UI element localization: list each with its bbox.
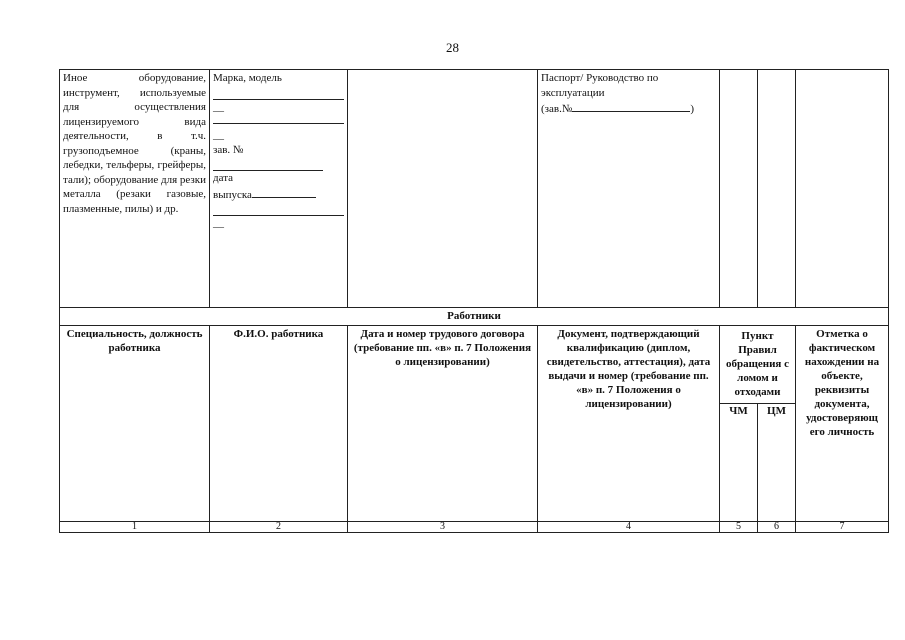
equipment-empty-cell-7	[796, 70, 889, 308]
column-number-7: 7	[796, 521, 889, 532]
column-number-4: 4	[538, 521, 720, 532]
passport-serial-suffix: )	[690, 103, 695, 115]
model-line-1	[213, 86, 344, 100]
equipment-description-cell	[60, 70, 210, 308]
passport-label: Паспорт/ Руководство по эксплуатации	[541, 72, 659, 99]
header-qualification: Документ, подтверждающий квалификацию (диплом, свидетельство, аттестация), дата выдачи и номер (требование пп. «в» п. 7 Положения о лицензировании)	[538, 325, 720, 521]
equipment-row	[60, 70, 889, 308]
release-label: выпуска	[213, 188, 252, 201]
equipment-passport-cell	[538, 70, 720, 308]
workers-section-title: Работники	[60, 308, 889, 326]
workers-header-row	[60, 325, 889, 403]
dash-1: __	[213, 100, 224, 113]
column-number-5: 5	[720, 521, 758, 532]
passport-serial-prefix: (зав.№	[541, 103, 573, 115]
licensing-form-table	[59, 69, 889, 533]
equipment-empty-cell	[348, 70, 538, 308]
page-number: 28	[446, 40, 459, 55]
date-label: дата	[213, 172, 234, 184]
subheader-cm-nonferrous: ЦМ	[758, 403, 796, 521]
dash-2: __	[213, 129, 224, 141]
model-label: Марка, модель	[213, 72, 282, 84]
workers-title-row	[60, 308, 889, 326]
header-contract: Дата и номер трудового договора (требование пп. «в» п. 7 Положения о лицензировании)	[348, 325, 538, 521]
equipment-empty-cell-6	[758, 70, 796, 308]
equipment-empty-cell-5	[720, 70, 758, 308]
model-line-2	[213, 110, 344, 124]
release-line	[252, 186, 316, 198]
serial-line	[213, 157, 323, 171]
header-specialty: Специальность, должность работника	[60, 325, 210, 521]
header-rules-clause: Пункт Правил обращения с ломом и отходами	[720, 325, 796, 403]
column-number-6: 6	[758, 521, 796, 532]
header-full-name: Ф.И.О. работника	[210, 325, 348, 521]
release-line-2	[213, 202, 344, 216]
dash-3: __	[213, 217, 224, 229]
subheader-cm-ferrous: ЧМ	[720, 403, 758, 521]
release-row	[213, 186, 344, 203]
passport-serial-line	[572, 100, 690, 112]
passport-serial-row	[541, 100, 716, 117]
column-number-1: 1	[60, 521, 210, 532]
serial-label: зав. №	[213, 143, 244, 156]
column-number-2: 2	[210, 521, 348, 532]
header-presence-mark: Отметка о фактическом нахождении на объекте, реквизиты документа, удостоверяющ его личность	[796, 325, 889, 521]
equipment-model-cell	[210, 70, 348, 308]
column-numbers-row	[60, 521, 889, 532]
equipment-description: Иное оборудование, инструмент, используемые для осуществления лицензируемого вида деятельности, в т.ч. грузоподъемное (краны, лебедки, тельферы, грейферы, тали); оборудование для резки металла (резаки газовые, плазменные, пилы) и др.	[63, 72, 206, 215]
column-number-3: 3	[348, 521, 538, 532]
